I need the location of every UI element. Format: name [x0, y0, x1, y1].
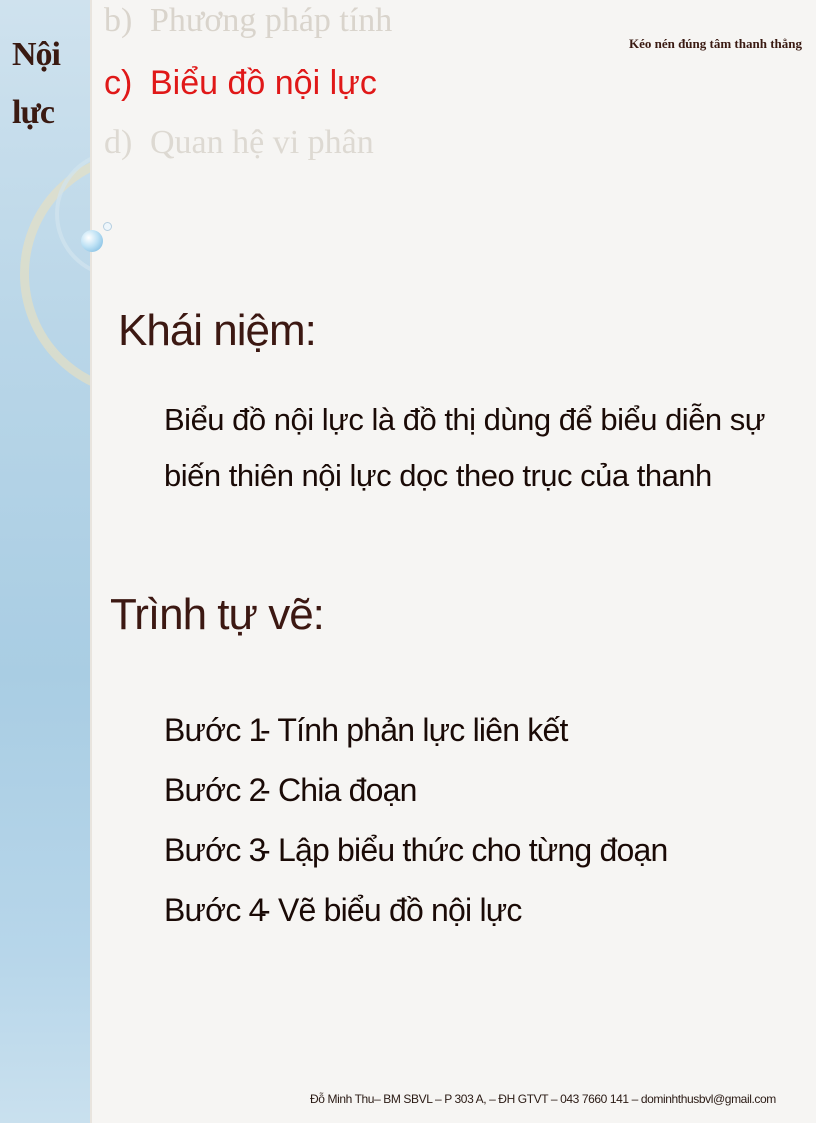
section-title-line1: Nội: [12, 36, 60, 73]
footer-credit: Đỗ Minh Thu– BM SBVL – P 303 A, – ĐH GTVT – 043 7660 141 – dominhthusbvl@gmail.com: [310, 1092, 776, 1106]
header-note: Kéo nén đúng tâm thanh thẳng: [628, 36, 802, 51]
concept-heading: Khái niệm:: [118, 306, 316, 355]
section-title: [12, 26, 82, 142]
topic-item-c-active[interactable]: [104, 64, 377, 103]
section-title-line2: lực: [12, 94, 54, 131]
topic-label: Biểu đồ nội lực: [150, 64, 377, 102]
step-label: Bước 1: [164, 712, 266, 748]
step-label: Bước 2: [164, 772, 266, 808]
step-item: [164, 760, 668, 820]
step-label: Bước 4: [164, 892, 266, 928]
topic-label: Quan hệ vi phân: [150, 124, 374, 161]
topic-item-d[interactable]: [104, 124, 374, 162]
concept-line-1: Biểu đồ nội lực là đồ thị dùng để biểu diễn sự: [164, 402, 766, 437]
topic-item-b[interactable]: [104, 2, 392, 40]
sidebar: [0, 0, 90, 1123]
concept-body: [164, 392, 784, 504]
step-item: [164, 880, 668, 940]
step-text: - Tính phản lực liên kết: [260, 712, 568, 748]
topic-number: c): [104, 64, 133, 102]
topic-label: Phương pháp tính: [150, 2, 393, 39]
step-text: - Lập biểu thức cho từng đoạn: [260, 832, 668, 868]
step-text: - Vẽ biểu đồ nội lực: [260, 892, 522, 928]
steps-heading: Trình tự vẽ:: [110, 590, 324, 639]
steps-list: [164, 700, 668, 940]
concept-line-2: biến thiên nội lực dọc theo trục của thanh: [164, 458, 712, 493]
step-label: Bước 3: [164, 832, 266, 868]
small-bubble-icon: [103, 222, 112, 231]
step-item: [164, 700, 668, 760]
step-text: - Chia đoạn: [260, 772, 417, 808]
topic-number: b): [104, 2, 133, 39]
step-item: [164, 820, 668, 880]
sidebar-divider: [90, 0, 92, 1123]
bubble-icon: [81, 230, 103, 252]
topic-number: d): [104, 124, 133, 161]
